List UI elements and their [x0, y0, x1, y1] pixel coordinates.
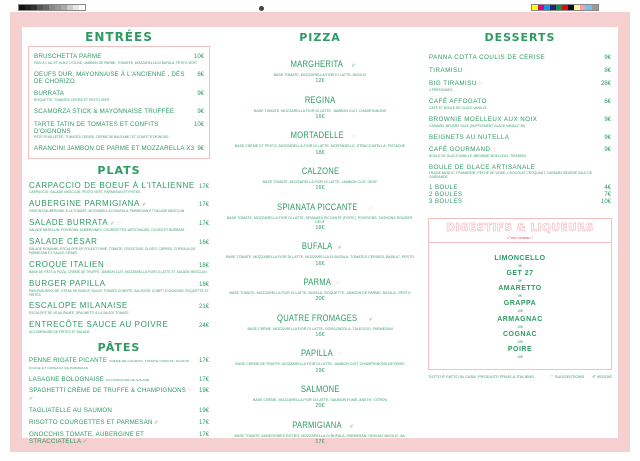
- menu-item: [34, 53, 204, 66]
- item-name-text: BRUSCHETTA PARME: [34, 53, 102, 61]
- item-price: 17€: [198, 202, 209, 209]
- pizza-item: [225, 236, 415, 267]
- digestif-price: 10€: [517, 309, 523, 314]
- item-description: PAIN À L'AIL ET HUILE D'OLIVE, JAMBON DE PARME, TOMATES, MOZZARELLA DI BUFALA, PESTO VERT: [34, 61, 197, 66]
- veggie-leaf-icon: ✐: [81, 438, 88, 445]
- item-description: ESCALOPE DE VEAU PANÉE, SPAGHETTI À LA SAUCE TOMATE: [29, 311, 129, 316]
- heart-icon: ♡: [115, 221, 123, 228]
- veggie-leaf-icon: ✐: [152, 419, 159, 426]
- item-name: [29, 199, 147, 209]
- item-name-text: BURRATA: [34, 90, 65, 98]
- item-price: 19€: [198, 388, 209, 395]
- item-price: 17€: [198, 183, 209, 190]
- legend-veggie: ✐ VEGGIE: [592, 374, 612, 380]
- pates-list: [28, 357, 210, 449]
- item-name: [29, 260, 111, 270]
- item-name-text: TARTE TATIN DE TOMATES ET CONFITS D'OIGNONS: [34, 121, 159, 136]
- option-label: 2 BOULES: [429, 192, 463, 199]
- item-price: 8€: [604, 68, 611, 75]
- option-label: 1 BOULE: [429, 185, 458, 192]
- pizza-description: BASE CRÈME, MOZZARELLA FIOR DI LATTE, GORGONZOLA, TALEGGIO, PARMESAN: [247, 326, 393, 331]
- menu-item: [429, 80, 611, 93]
- pizza-description: BASE TOMATE, AUBERGINES RÔTIES, MOZZARELLA DI BUFALA, PARMESAN, ORIGAN, BASILIC, AIL: [234, 433, 406, 438]
- digestif-name: GET 27: [506, 269, 534, 277]
- pizza-name: PAPILLA: [301, 348, 334, 360]
- pizza-name: SPIANATA PICCANTE: [276, 201, 358, 213]
- item-price: 18€: [198, 281, 209, 288]
- digestif-name: GRAPPA: [503, 300, 537, 308]
- pizza-name-line: [225, 54, 415, 72]
- pizza-item: [225, 343, 415, 374]
- pizza-name-line: [225, 161, 415, 179]
- item-name-text: RISOTTO COURGETTES ET PARMESAN: [29, 418, 153, 426]
- menu-item: [29, 357, 209, 371]
- pizza-title: PIZZA: [299, 31, 341, 44]
- item-name: [29, 279, 106, 288]
- pizza-item: [225, 161, 415, 192]
- menu-item: [29, 237, 209, 256]
- item-name-text: SCAMORZA STICK & MAYONNAISE TRUFFÉE: [34, 108, 175, 116]
- pizza-name: REGINA: [304, 94, 336, 106]
- pizza-item: [225, 308, 415, 339]
- item-name: [34, 71, 194, 85]
- entrees-title: ENTRÉES: [85, 30, 153, 44]
- item-name: [29, 419, 159, 427]
- veggie-leaf-icon: ✐: [350, 63, 356, 69]
- item-price: 9€: [604, 134, 611, 141]
- digestif-price: 9€: [518, 263, 522, 268]
- item-name: [429, 116, 537, 123]
- item-description: ROQUETTE, TOMATES CERISE ET PESTO VERT: [34, 98, 110, 103]
- item-price: 17€: [198, 419, 209, 426]
- menu-item: [429, 67, 611, 75]
- plats-title: PLATS: [97, 164, 141, 178]
- pizza-price: 12€: [315, 78, 325, 85]
- digestif-price: 9€: [518, 294, 522, 299]
- item-price: 9€: [604, 55, 611, 62]
- item-name-text: OEUFS DUR, MAYONNAISE À L'ANCIENNE , DÉS DE CHORIZO: [34, 71, 185, 86]
- heart-icon: ♡: [350, 134, 357, 141]
- digestif-name: LIMONCELLO: [494, 254, 546, 262]
- item-name: [29, 301, 128, 310]
- item-price: 8€: [197, 72, 204, 79]
- item-price: 21€: [198, 304, 209, 311]
- footer-legend: [550, 375, 612, 380]
- item-price: 9€: [604, 116, 611, 123]
- pizza-name: PARMIGIANA: [292, 419, 342, 431]
- entrees-box: [28, 46, 210, 159]
- item-name: [29, 407, 112, 414]
- item-note: ACCOMPAGNÉ DE SALADE: [106, 377, 150, 382]
- item-price: 17€: [198, 431, 209, 438]
- ice-cream-option: [429, 185, 611, 192]
- item-description: PAIN BUN BROCHÉ, STEAK DE BOEUF, SAUCE TOMATE CONFITE, SALSGOR, CONFIT D'OIGNONS, ROQUETTE ET FRITES: [29, 288, 209, 297]
- menu-item: [29, 279, 209, 298]
- heart-icon: ♡: [367, 205, 374, 212]
- option-label: 3 BOULES: [429, 199, 463, 206]
- menu-item: [34, 121, 204, 140]
- item-name: [429, 134, 509, 141]
- item-name-text: LASAGNE BOLOGNAISE: [29, 375, 105, 383]
- pizza-name-line: [225, 415, 415, 433]
- plats-list: [28, 181, 210, 340]
- item-description: ACCOMPAGNÉ DE FRITES ET SALADE: [29, 330, 90, 335]
- item-name-text: CAFÉ GOURMAND: [429, 146, 491, 154]
- item-name-text: CARPACCIO DE BOEUF À L'ITALIENNE: [29, 180, 195, 190]
- digestif-name: ARMAGNAC: [497, 315, 543, 323]
- item-price: 17€: [198, 376, 209, 383]
- item-price: 19€: [198, 407, 209, 414]
- veggie-leaf-icon: ✐: [108, 221, 116, 228]
- item-description: CARPACCIO, SALADE MESCLUN, PESTO VERT, PARMESAN ET FRITES: [29, 190, 141, 195]
- item-price: 9€: [197, 109, 204, 116]
- menu-item: [429, 146, 611, 159]
- pizza-item: [225, 54, 415, 85]
- menu-item: [29, 419, 209, 427]
- item-name-text: BURGER PAPILLA: [29, 278, 106, 288]
- menu-item: [29, 199, 209, 214]
- item-name: [429, 98, 487, 105]
- item-name-text: SALADE BURRATA: [29, 218, 109, 228]
- item-name: [429, 80, 484, 88]
- pizza-name: MORTADELLE: [290, 130, 344, 142]
- right-column: [428, 31, 612, 380]
- pizza-item: [225, 125, 415, 156]
- pizza-price: 20€: [315, 296, 325, 303]
- menu-item: [34, 145, 204, 153]
- item-name-text: ENTRECÔTE SAUCE AU POIVRE: [29, 320, 169, 330]
- ice-cream-option: [429, 199, 611, 206]
- item-name-text: TIRAMISU: [429, 67, 463, 75]
- item-name: BOULE DE GLACE ARTISANALE: [429, 164, 536, 172]
- pizza-name-line: [225, 90, 415, 108]
- pizza-name: CALZONE: [301, 165, 339, 177]
- item-price: 10€: [193, 122, 204, 129]
- item-note: CRÈME DE CHORIZO, TOMATE CONFITE, OIGNON ROUGE ET COPEAUX DE PARMESAN: [29, 359, 190, 371]
- digestif-name: AMARETTO: [498, 285, 542, 293]
- menu-item: [29, 181, 209, 196]
- item-price: 24€: [198, 323, 209, 330]
- menu-item: [29, 301, 209, 316]
- item-name-text: ESCALOPE MILANAISE: [29, 301, 128, 311]
- item-price: 17€: [198, 221, 209, 228]
- pizza-name: QUATRE FROMAGES: [277, 312, 358, 324]
- pizza-description: BASE CRÈME ET PESTO, MOZZARELLA FIOR DI LATTE, MORTADELLE, STRACCIATELLA, PISTACHE: [234, 144, 406, 149]
- item-name-text: CROQUE ITALIEN: [29, 259, 105, 269]
- footer-note: TUTTO È FATTO IN CASA. PRODUITS FRAIS & ITALIENS: [428, 374, 534, 380]
- menu-item: [29, 387, 209, 403]
- pizza-price: 16€: [315, 260, 325, 267]
- item-name: [29, 387, 196, 403]
- item-description: SALADE ROMAINE, ESCALOPE DE POULET PANÉ, TOMATE, CROÛTONS, OLIVES, CÂPRES, COPEAUX DE PARMESAN ET SAUCE CÉSAR: [29, 246, 196, 255]
- item-name: [29, 181, 195, 190]
- item-description: GRATIN D'AUBERGINE À LA TOMATE, MOZZARELLA DI BUFALA, PARMESAN ET SALADE MESCLUN: [29, 209, 185, 214]
- item-name: [429, 67, 463, 74]
- item-price: 6€: [604, 98, 611, 105]
- footer: [428, 375, 612, 380]
- pizza-name: MARGHERITA: [290, 59, 344, 70]
- item-description: CARAMEL BEURRE SALÉ (SUPPLÉMENT GLACE VANILLE 3€): [429, 123, 526, 128]
- item-name: [29, 218, 122, 228]
- pizza-list: [225, 54, 415, 450]
- pizza-name-line: [225, 379, 415, 397]
- menu-item: [34, 108, 204, 116]
- item-name-text: CAFÉ AFFOGATO: [429, 97, 487, 105]
- pizza-name-line: [225, 272, 415, 290]
- pizza-description: BASE TOMATE, MOZZARELLA FIOR DI LATTE, SPIANATA PICCANTE (PORC), POIVRONS, OIGNONS ROUGES, OEUF: [226, 215, 414, 224]
- pizza-name-line: [225, 125, 415, 143]
- item-description: PÂTE FEUILLETÉE, TOMATES CERISE, CRÈME DE BALSAMIC ET CONFIT D'OIGNONS: [34, 135, 169, 140]
- item-name-text: BIG TIRAMISU: [429, 79, 477, 87]
- heart-icon: ♡: [337, 352, 343, 359]
- pizza-price: 18€: [315, 225, 325, 232]
- item-price: 9€: [197, 91, 204, 98]
- menu-item: [429, 134, 611, 142]
- option-price: 4€: [604, 185, 611, 192]
- pizza-price: 17€: [315, 438, 325, 445]
- pizza-description: BASE TOMATE, MOZZARELLA FIOR DI LATTE, BASILIC: [273, 73, 367, 77]
- menu-item: [429, 116, 611, 129]
- heart-icon: ♡: [186, 388, 193, 395]
- item-description: 4 PERSONNES: [429, 87, 453, 92]
- item-description: FRAISE BASILIC, FRAMBOISE, PÊCHE DE VIGNE, CHOCOLAT CROQUANT, CARAMEL BEURRE SALÉ DE GUÉRANDE: [429, 171, 592, 180]
- pizza-item: [225, 379, 415, 410]
- item-name: [34, 53, 102, 60]
- item-price: 17€: [198, 358, 209, 365]
- option-price: 10€: [600, 199, 611, 206]
- pizza-name-line: [225, 236, 415, 254]
- digestif-price: 10€: [517, 324, 523, 329]
- desserts-list: [428, 54, 612, 206]
- item-price: 10€: [193, 54, 204, 61]
- pizza-name: PARMA: [303, 277, 331, 289]
- menu-item: [29, 407, 209, 415]
- item-name: [29, 320, 168, 329]
- menu-item: [34, 90, 204, 103]
- veggie-leaf-icon: ✐: [29, 396, 34, 403]
- pizza-item: [225, 90, 415, 121]
- pizza-item: [225, 272, 415, 303]
- item-name: [34, 145, 194, 152]
- item-price: 28€: [600, 80, 611, 87]
- pizza-price: 16€: [315, 332, 325, 338]
- item-name-text: SPAGHETTI CRÈME DE TRUFFE & CHAMPIGNONS: [29, 387, 187, 395]
- heart-icon: ♡: [490, 147, 498, 154]
- digestifs-title: DIGESTIFS & LIQUEURS: [446, 221, 594, 234]
- item-name-text: BEIGNETS AU NUTELLA: [429, 133, 510, 141]
- pizza-name-line: [225, 308, 415, 326]
- digestifs-subtitle: C'est cadeau !: [507, 234, 533, 240]
- pizza-description: BASE TOMATE, MOZZARELLA FIOR DI LATTE, JAMBON CUIT, OEUF: [262, 179, 378, 184]
- menu-item: [29, 376, 209, 384]
- item-name: [29, 237, 98, 246]
- pates-title: PÂTES: [97, 341, 141, 355]
- heart-icon: ♡: [334, 281, 341, 288]
- menu-item: [34, 71, 204, 85]
- pizza-name-line: [225, 197, 415, 215]
- digestif-price: 9€: [518, 279, 522, 283]
- pizza-description: BASE TOMATE, MOZZARELLA FIOR DI LATTE, BUFALA, ROQUETTE, JAMBON DE PARME, BASILIC, PESTO: [229, 291, 411, 296]
- ice-cream-option: [429, 192, 611, 199]
- ice-cream-block: [429, 164, 611, 206]
- item-name: [34, 108, 174, 115]
- item-name: [429, 54, 545, 61]
- digestif-price: 10€: [517, 339, 523, 344]
- heart-icon: ♡: [476, 80, 484, 87]
- menu-item: [429, 98, 611, 111]
- heart-icon: ♡: [104, 262, 112, 269]
- pizza-description: BASE TOMATE, MOZZARELLA FIOR DI LATTE, MOZZARELLA DI BUFALA, TOMATES CERISES, BASILIC, PESTO: [226, 255, 414, 260]
- legend-suggestions: ♡ SUGGESTIONS: [550, 374, 585, 380]
- pizza-item: [225, 197, 415, 232]
- item-price: 18€: [198, 262, 209, 269]
- menu-item: [29, 320, 209, 335]
- option-price: 7€: [604, 192, 611, 199]
- menu-item: [29, 218, 209, 233]
- item-name-text: PANNA COTTA COULIS DE CERISE: [429, 54, 546, 62]
- digestifs-box: [428, 243, 612, 371]
- item-name-text: ARANCINI JAMBON DE PARME ET MOZZARELLA X3: [34, 145, 195, 153]
- item-name-text: PENNE RIGATE PICANTE: [29, 357, 108, 365]
- item-name-text: AUBERGINE PARMIGIANA: [29, 199, 140, 209]
- item-name: [29, 376, 149, 383]
- item-name: [429, 146, 497, 154]
- pizza-price: 19€: [315, 367, 325, 374]
- item-name: [34, 121, 191, 135]
- digestifs-header-box: [428, 218, 612, 243]
- veggie-leaf-icon: ✐: [348, 423, 354, 430]
- item-name-text: SALADE CÉSAR: [29, 237, 98, 247]
- desserts-title: DESSERTS: [484, 31, 556, 44]
- pizza-price: 16€: [315, 185, 325, 192]
- digestif-name: POIRE: [507, 346, 533, 354]
- item-name: [34, 90, 64, 97]
- pizza-price: 16€: [315, 113, 325, 120]
- item-description: BOULE DE GLACE VANILLE, BROWNIE MOELLEUX, TIRAMISU: [429, 154, 526, 159]
- veggie-leaf-icon: ✐: [367, 316, 373, 323]
- veggie-leaf-icon: ✐: [139, 202, 147, 209]
- pizza-description: BASE CRÈME, MOZZARELLA FIOR DI LATTE, SAUMON FUMÉ, ANETH, CITRON: [252, 397, 388, 402]
- item-name-text: GNOCCHIS TOMATE, AUBERGINE ET STRACCIATELLA: [29, 430, 145, 445]
- pizza-name: BUFALA: [301, 241, 333, 253]
- menu-item: [29, 260, 209, 275]
- menu-item: [29, 431, 209, 446]
- item-price: 9€: [604, 147, 611, 154]
- digestif-price: 10€: [517, 355, 523, 360]
- veggie-leaf-icon: ✐: [336, 245, 342, 252]
- pizza-name-line: [225, 343, 415, 361]
- item-description: BASE DE PÂTE À PIZZA, CRÈME DE TRUFFE, JAMBON CUIT, MOZZARELLA FIOR DI LATTE ET SALADE MESCLUN: [29, 269, 207, 274]
- pizza-item: [225, 415, 415, 446]
- item-price: 16€: [198, 240, 209, 247]
- item-name-text: TAGLIATELLE AU SAUMON: [29, 406, 113, 414]
- cmyk-color-bar: [531, 4, 599, 11]
- pizza-description: BASE TOMATE, MOZZARELLA FIOR DI LATTE, JAMBON CUIT, CHAMPIGNONS: [253, 108, 387, 113]
- grayscale-color-bar: [18, 4, 86, 11]
- item-name: [29, 431, 196, 446]
- pizza-description: BASE CRÈME DE TRUFFE, MOZZARELLA FIOR DI LATTE, JAMBON CUIT, CHAMPIGNONS DE PARIS: [235, 362, 405, 367]
- pizza-price: 20€: [315, 403, 325, 410]
- pizza-price: 18€: [315, 149, 325, 156]
- item-name-text: BROWNIE MOELLEUX AUX NOIX: [429, 115, 538, 123]
- item-description: CAFÉ ET BOULE DE GLACE VANILLE: [429, 105, 487, 110]
- digestif-name: COGNAC: [502, 330, 538, 338]
- item-name: [29, 357, 196, 371]
- item-description: SALADE MESCLUN, POIVRONS, AUBERGINES, COURGETTES, ARTICHAUDS, OLIVES ET BURRATA: [29, 228, 185, 233]
- registration-mark: [259, 6, 264, 11]
- menu-item: [429, 54, 611, 62]
- pizza-name: SALMONE: [300, 383, 340, 395]
- left-column: [28, 30, 210, 450]
- item-price: 9€: [197, 146, 204, 153]
